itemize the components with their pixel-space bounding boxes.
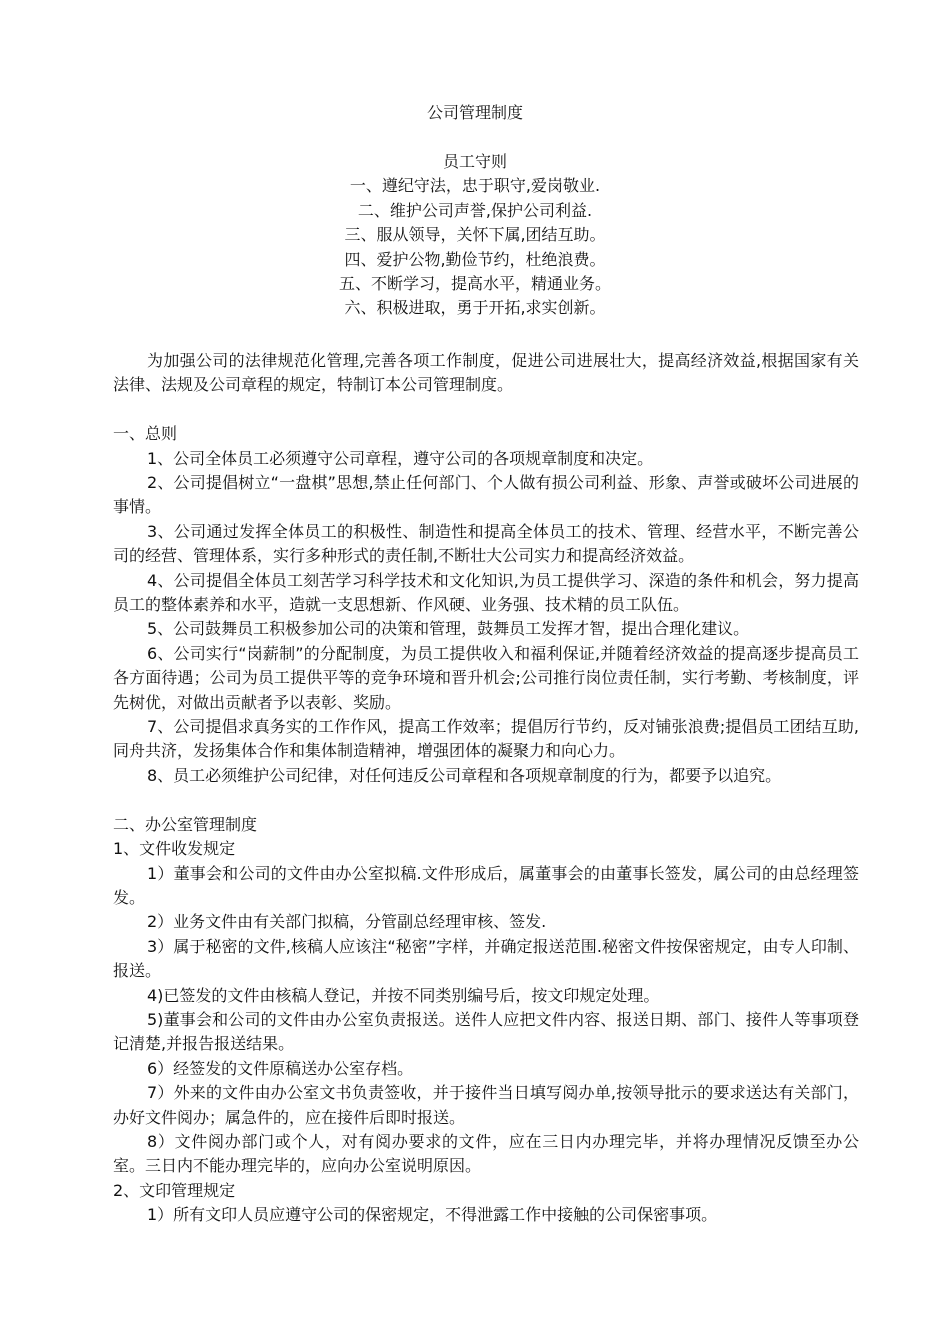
- spacer: [113, 788, 859, 812]
- section-heading-office: 二、办公室管理制度: [113, 814, 258, 834]
- general-item: 3、公司通过发挥全体员工的积极性、制造性和提高全体员工的技术、管理、经营水平，不断完善公司的经营、管理体系，实行多种形式的责任制,不断壮大公司实力和提高经济效益。: [113, 521, 859, 566]
- code-item: 五、不断学习，提高水平，精通业务。: [338, 274, 611, 294]
- employee-code-heading: 员工守则: [442, 152, 507, 171]
- documents-item: 5)董事会和公司的文件由办公室负责报送。送件人应把文件内容、报送日期、部门、接件人等事项登记清楚,并报告报送结果。: [113, 1009, 859, 1054]
- employee-code: [0, 150, 950, 321]
- code-item: 四、爱护公物,勤俭节约，杜绝浪费。: [344, 249, 606, 269]
- code-item: 二、维护公司声誉,保护公司利益.: [357, 200, 593, 220]
- general-item: 1、公司全体员工必须遵守公司章程，遵守公司的各项规章制度和决定。: [147, 448, 654, 468]
- code-item: 三、服从领导，关怀下属,团结互助。: [344, 225, 606, 245]
- documents-item: 6）经签发的文件原稿送办公室存档。: [147, 1058, 414, 1078]
- document-body: [113, 349, 859, 1228]
- general-item: 5、公司鼓舞员工积极参加公司的决策和管理，鼓舞员工发挥才智，提出合理化建议。: [147, 619, 750, 639]
- general-item: 8、员工必须维护公司纪律，对任何违反公司章程和各项规章制度的行为，都要予以追究。: [147, 765, 782, 785]
- code-item: 六、积极进取，勇于开拓,求实创新。: [344, 298, 606, 318]
- document-title: 公司管理制度: [426, 103, 523, 122]
- general-item: 7、公司提倡求真务实的工作作风，提高工作效率；提倡厉行节约，反对铺张浪费;提倡员工团结互助,同舟共济，发扬集体合作和集体制造精神，增强团体的凝聚力和向心力。: [113, 717, 859, 761]
- general-item: 6、公司实行“岗薪制”的分配制度，为员工提供收入和福利保证,并随着经济效益的提高逐步提高员工各方面待遇；公司为员工提供平等的竞争环境和晋升机会;公司推行岗位责任制，实行考勤、考核制度，评先树优，对做出贡献者予以表彰、奖励。: [113, 643, 859, 712]
- printing-item: 1）所有文印人员应遵守公司的保密规定，不得泄露工作中接触的公司保密事项。: [147, 1205, 718, 1225]
- general-item: 4、公司提倡全体员工刻苦学习科学技术和文化知识,为员工提供学习、深造的条件和机会，努力提高员工的整体素养和水平，造就一支思想新、作风硬、业务强、技术精的员工队伍。: [113, 570, 859, 615]
- documents-item: 4)已签发的文件由核稿人登记，并按不同类别编号后，按文印规定处理。: [147, 985, 660, 1005]
- spacer: [113, 398, 859, 422]
- intro-paragraph: 为加强公司的法律规范化管理,完善各项工作制度，促进公司进展壮大，提高经济效益,根据国家有关法律、法规及公司章程的规定，特制订本公司管理制度。: [113, 351, 859, 395]
- subsection-heading-printing: 2、文印管理规定: [113, 1180, 236, 1200]
- documents-item: 2）业务文件由有关部门拟稿，分管副总经理审核、签发.: [147, 912, 547, 932]
- subsection-heading-documents: 1、文件收发规定: [113, 839, 236, 859]
- section-heading-general: 一、总则: [113, 424, 178, 444]
- documents-item: 8）文件阅办部门或个人，对有阅办要求的文件，应在三日内办理完毕，并将办理情况反馈至办公室。三日内不能办理完毕的，应向办公室说明原因。: [113, 1131, 859, 1176]
- documents-item: 3）属于秘密的文件,核稿人应该注“秘密”字样，并确定报送范围.秘密文件按保密规定，由专人印制、报送。: [113, 936, 859, 981]
- documents-item: 1）董事会和公司的文件由办公室拟稿.文件形成后，属董事会的由董事长签发，属公司的由总经理签发。: [113, 863, 859, 907]
- documents-item: 7）外来的文件由办公室文书负责签收，并于接件当日填写阅办单,按领导批示的要求送达有关部门，办好文件阅办；属急件的，应在接件后即时报送。: [113, 1083, 859, 1127]
- general-item: 2、公司提倡树立“一盘棋”思想,禁止任何部门、个人做有损公司利益、形象、声誉或破坏公司进展的事情。: [113, 473, 859, 517]
- code-item: 一、遵纪守法，忠于职守,爱岗敬业.: [349, 176, 601, 196]
